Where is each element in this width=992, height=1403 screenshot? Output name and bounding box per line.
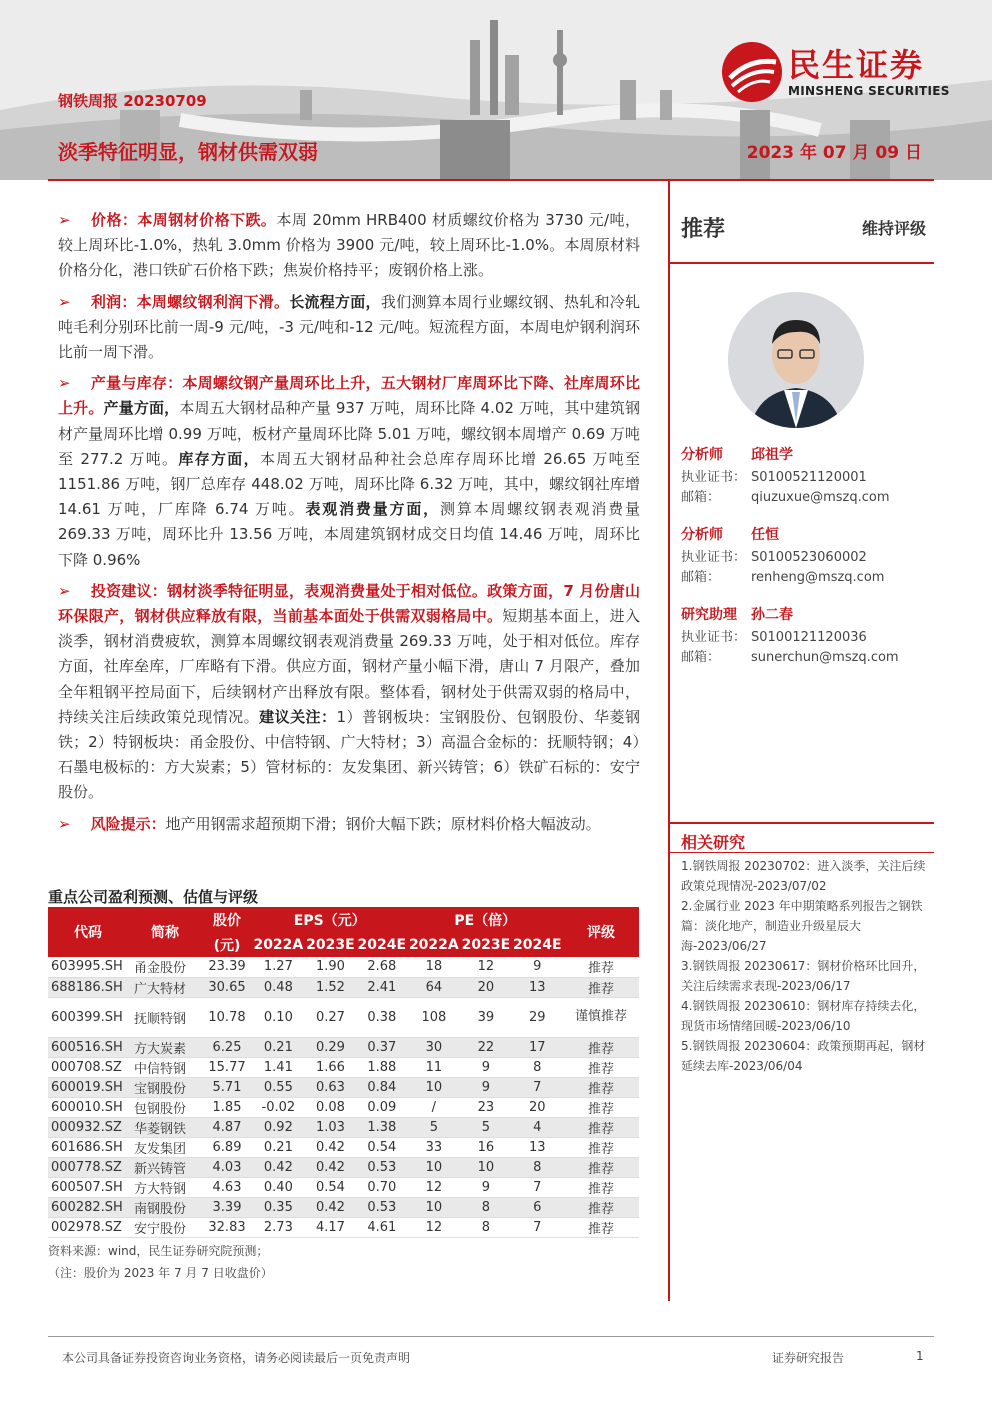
output-inventory-paragraph [58, 371, 640, 573]
table-cell: 推荐 [563, 1057, 639, 1077]
analyst-email-value[interactable]: qiuzuxue@mszq.com [751, 490, 890, 505]
table-cell: 002978.SZ [48, 1217, 128, 1237]
table-cell: 13 [512, 1137, 563, 1157]
table-cell: 10 [460, 1157, 511, 1177]
table-cell: 0.42 [305, 1197, 356, 1217]
table-cell: 000708.SZ [48, 1057, 128, 1077]
table-cell: 9 [460, 1057, 511, 1077]
logo-icon [720, 40, 784, 104]
table-row [48, 1137, 639, 1157]
footer-doc-type: 证券研究报告 [772, 1351, 845, 1365]
table-cell: 23.39 [202, 957, 252, 977]
logo-text-en: MINSHENG SECURITIES [788, 84, 950, 98]
header-eps: EPS（元） [252, 907, 407, 932]
table-cell: 600282.SH [48, 1197, 128, 1217]
table-cell: 16 [460, 1137, 511, 1157]
table-cell: 30.65 [202, 977, 252, 997]
table-cell: 6 [512, 1197, 563, 1217]
related-item[interactable]: 2.金属行业 2023 年中期策略系列报告之钢铁篇：淡化地产，制造业升级星辰大海-2023/06/27 [681, 899, 923, 953]
table-cell: 1.41 [252, 1057, 305, 1077]
table-cell: 2.68 [356, 957, 407, 977]
table-cell: -0.02 [252, 1097, 305, 1117]
summary-body [58, 208, 640, 843]
related-title: 相关研究 [681, 833, 746, 852]
bullet-arrow-icon: ➢ [58, 211, 71, 229]
output-text: 本周五大钢材品种产量 937 万吨，周环比降 4.02 万吨，其中建筑钢材产量周环比增 0.99 万吨，板材产量周环比降 5.01 万吨，螺纹钢本周增产 0.69 万吨至 277.2 万吨。 [58, 399, 640, 468]
risk-paragraph [58, 812, 640, 837]
report-type: 钢铁周报 20230709 [58, 92, 207, 110]
table-cell: 601686.SH [48, 1137, 128, 1157]
analyst-role: 研究助理 [681, 607, 737, 623]
table-cell: 12 [407, 1177, 460, 1197]
header-year: 2023E [460, 932, 511, 957]
table-cell: 广大特材 [128, 977, 202, 997]
table-cell: 5.71 [202, 1077, 252, 1097]
analyst-name: 任恒 [751, 527, 779, 543]
logo-text-cn: 民生证券 [788, 46, 925, 84]
table-cell: 5 [460, 1117, 511, 1137]
table-cell: 4 [512, 1117, 563, 1137]
table-cell: 12 [407, 1217, 460, 1237]
analyst-cert-value: S0100523060002 [751, 550, 867, 565]
table-cell: 0.48 [252, 977, 305, 997]
table-row [48, 957, 639, 977]
table-cell: 1.27 [252, 957, 305, 977]
table-cell: 000932.SZ [48, 1117, 128, 1137]
table-row [48, 1077, 639, 1097]
related-item[interactable]: 3.钢铁周报 20230617：钢材价格环比回升，关注后续需求表现-2023/06/17 [681, 959, 926, 993]
related-title-divider [670, 852, 934, 853]
table-cell: 11 [407, 1057, 460, 1077]
table-cell: 推荐 [563, 1037, 639, 1057]
table-cell: 新兴铸管 [128, 1157, 202, 1177]
table-cell: 4.63 [202, 1177, 252, 1197]
investment-text: 短期基本面上，进入淡季，钢材消费疲软，测算本周螺纹钢表观消费量 269.33 万吨，处于相对低位。库存方面，社库垒库，厂库略有下滑。供应方面，钢材产量小幅下滑，唐山 7 月限产，叠加全年粗钢平控局面下，后续钢材产出释放有限。整体看，钢材处于供需双弱的格局中，持续关注后续政策兑现情况。 [58, 607, 640, 726]
investment-paragraph [58, 579, 640, 806]
table-source: 资料来源：wind，民生证券研究院预测； [48, 1244, 269, 1258]
table-row [48, 997, 639, 1037]
table-note: （注：股价为 2023 年 7 月 7 日收盘价） [48, 1266, 273, 1280]
analyst-email-value[interactable]: sunerchun@mszq.com [751, 650, 899, 665]
header-banner [0, 0, 992, 180]
table-row [48, 1177, 639, 1197]
table-cell: 600507.SH [48, 1177, 128, 1197]
investment-heading: 投资建议：钢材淡季特征明显，表观消费量处于相对低位。政策方面，7 月份唐山环保限产，钢材供应释放有限，当前基本面处于供需双弱格局中。 [58, 581, 640, 626]
table-cell: 688186.SH [48, 977, 128, 997]
analyst-name: 孙二春 [751, 607, 793, 623]
table-cell: 30 [407, 1037, 460, 1057]
analyst-name: 邱祖学 [751, 447, 793, 463]
table-cell: 0.53 [356, 1157, 407, 1177]
table-cell: 8 [512, 1157, 563, 1177]
table-cell: 9 [512, 957, 563, 977]
table-cell: 7 [512, 1177, 563, 1197]
table-cell: 推荐 [563, 957, 639, 977]
table-cell: 0.37 [356, 1037, 407, 1057]
table-row [48, 1157, 639, 1177]
table-cell: 1.85 [202, 1097, 252, 1117]
header-name: 简称 [128, 907, 202, 957]
table-cell: 9 [460, 1177, 511, 1197]
table-row [48, 1117, 639, 1137]
profit-subheading: 长流程方面， [289, 292, 381, 311]
table-cell: 推荐 [563, 1097, 639, 1117]
table-cell: 33 [407, 1137, 460, 1157]
header-price: 股价 [202, 907, 252, 932]
table-cell: 0.63 [305, 1077, 356, 1097]
table-cell: 64 [407, 977, 460, 997]
minsheng-logo [720, 38, 970, 108]
analyst-role: 分析师 [681, 527, 723, 543]
table-cell: 20 [512, 1097, 563, 1117]
inventory-text: 本周五大钢材品种社会总库存周环比增 26.65 万吨至 1151.86 万吨，钢厂总库存 448.02 万吨，周环比降 6.32 万吨，其中，螺纹钢社库增 14.61 万吨，厂库降 6.74 万吨。 [58, 449, 640, 519]
table-cell: 000778.SZ [48, 1157, 128, 1177]
table-cell: 600010.SH [48, 1097, 128, 1117]
header-code: 代码 [48, 907, 128, 957]
table-cell: 10 [407, 1077, 460, 1097]
header-year: 2022A [407, 932, 460, 957]
risk-heading: 风险提示： [90, 814, 166, 833]
analyst-cert-value: S0100121120036 [751, 630, 867, 645]
table-cell: 0.10 [252, 997, 305, 1037]
table-cell: 0.42 [305, 1137, 356, 1157]
analyst-cert-label: 执业证书： [681, 550, 747, 565]
table-title: 重点公司盈利预测、估值与评级 [48, 888, 259, 906]
table-cell: 600019.SH [48, 1077, 128, 1097]
table-cell: 0.21 [252, 1137, 305, 1157]
table-cell: 2.41 [356, 977, 407, 997]
table-cell: 抚顺特钢 [128, 997, 202, 1037]
table-cell: 0.53 [356, 1197, 407, 1217]
table-cell: 0.70 [356, 1177, 407, 1197]
analyst-header [681, 444, 793, 464]
sidebar-divider [670, 262, 934, 264]
analyst-email-row [681, 646, 899, 665]
table-row [48, 1197, 639, 1217]
table-cell: 7 [512, 1217, 563, 1237]
rating-label: 推荐 [681, 217, 726, 242]
table-cell: 0.54 [356, 1137, 407, 1157]
table-cell: 3.39 [202, 1197, 252, 1217]
table-cell: 15.77 [202, 1057, 252, 1077]
table-cell: 4.17 [305, 1217, 356, 1237]
table-cell: 0.54 [305, 1177, 356, 1197]
profit-heading: 利润：本周螺纹钢利润下滑。 [90, 292, 290, 311]
table-cell: 0.40 [252, 1177, 305, 1197]
table-cell: 600399.SH [48, 997, 128, 1037]
table-cell: 中信特钢 [128, 1057, 202, 1077]
output-heading: 产量与库存：本周螺纹钢产量周环比上升，五大钢材厂库周环比下降、社库周环比上升。 [58, 374, 640, 418]
table-cell: 0.84 [356, 1077, 407, 1097]
header-divider [48, 179, 934, 181]
table-cell: / [407, 1097, 460, 1117]
table-cell: 17 [512, 1037, 563, 1057]
table-cell: 8 [512, 1057, 563, 1077]
table-cell: 0.09 [356, 1097, 407, 1117]
table-cell: 0.08 [305, 1097, 356, 1117]
table-cell: 32.83 [202, 1217, 252, 1237]
table-cell: 0.29 [305, 1037, 356, 1057]
inventory-subheading: 库存方面， [178, 449, 260, 468]
table-cell: 方大炭素 [128, 1037, 202, 1057]
related-research-list [681, 856, 931, 1076]
table-cell: 10 [407, 1157, 460, 1177]
table-cell: 12 [460, 957, 511, 977]
table-cell: 推荐 [563, 1197, 639, 1217]
table-cell: 22 [460, 1037, 511, 1057]
table-cell: 推荐 [563, 1177, 639, 1197]
analyst-cert-row [681, 546, 867, 565]
table-cell: 0.55 [252, 1077, 305, 1097]
price-paragraph [58, 208, 640, 284]
table-cell: 4.61 [356, 1217, 407, 1237]
table-cell: 5 [407, 1117, 460, 1137]
analyst-cert-label: 执业证书： [681, 470, 747, 485]
analyst-photo [728, 292, 864, 428]
header-year: 2022A [252, 932, 305, 957]
analyst-portrait-image [728, 292, 864, 428]
table-cell: 华菱钢铁 [128, 1117, 202, 1137]
column-divider [668, 181, 670, 1301]
table-cell: 4.03 [202, 1157, 252, 1177]
forecast-table [48, 907, 639, 1238]
table-cell: 20 [460, 977, 511, 997]
analyst-email-label: 邮箱： [681, 650, 721, 665]
table-cell: 13 [512, 977, 563, 997]
table-cell: 18 [407, 957, 460, 977]
rating-status: 维持评级 [861, 219, 926, 238]
table-cell: 0.27 [305, 997, 356, 1037]
table-cell: 推荐 [563, 1217, 639, 1237]
price-heading: 价格：本周钢材价格下跌。 [90, 211, 277, 229]
table-cell: 600516.SH [48, 1037, 128, 1057]
analyst-header [681, 604, 793, 624]
table-cell: 8 [460, 1217, 511, 1237]
suggestion-subheading: 建议关注： [259, 707, 337, 726]
table-cell: 8 [460, 1197, 511, 1217]
analyst-header [681, 524, 779, 544]
footer-disclaimer: 本公司具备证券投资咨询业务资格，请务必阅读最后一页免责声明 [62, 1351, 411, 1365]
analyst-email-row [681, 566, 884, 585]
bullet-arrow-icon: ➢ [58, 374, 71, 393]
analyst-role: 分析师 [681, 447, 723, 463]
table-cell: 包钢股份 [128, 1097, 202, 1117]
related-item[interactable]: 4.钢铁周报 20230610：钢材库存持续去化，现货市场情绪回暖-2023/06/10 [681, 999, 926, 1033]
table-cell: 0.42 [252, 1157, 305, 1177]
suggestion-text: 1）普钢板块：宝钢股份、包钢股份、华菱钢铁；2）特钢板块：甬金股份、中信特钢、广大特材；3）高温合金标的：抚顺特钢；4）石墨电极标的：方大炭素；5）管材标的：友发集团、新兴铸管；6）铁矿石标的：安宁股份。 [58, 707, 640, 802]
table-cell: 1.88 [356, 1057, 407, 1077]
table-row [48, 977, 639, 997]
analyst-email-label: 邮箱： [681, 490, 721, 505]
table-cell: 宝钢股份 [128, 1077, 202, 1097]
analyst-cert-row [681, 626, 867, 645]
analyst-cert-row [681, 466, 867, 485]
analyst-email-label: 邮箱： [681, 570, 721, 585]
table-cell: 9 [460, 1077, 511, 1097]
table-row [48, 1037, 639, 1057]
table-row [48, 1057, 639, 1077]
report-title: 淡季特征明显，钢材供需双弱 [58, 140, 318, 164]
table-cell: 10 [407, 1197, 460, 1217]
table-cell: 甬金股份 [128, 957, 202, 977]
table-cell: 推荐 [563, 1157, 639, 1177]
table-cell: 39 [460, 997, 511, 1037]
related-item[interactable]: 1.钢铁周报 20230702：进入淡季，关注后续政策兑现情况-2023/07/02 [681, 859, 926, 893]
table-cell: 1.90 [305, 957, 356, 977]
analyst-cert-value: S0100521120001 [751, 470, 867, 485]
table-cell: 推荐 [563, 1077, 639, 1097]
report-date: 2023 年 07 月 09 日 [746, 143, 922, 163]
header-year: 2024E [512, 932, 563, 957]
related-item[interactable]: 5.钢铁周报 20230604：政策预期再起，钢材延续去库-2023/06/04 [681, 1039, 926, 1073]
table-cell: 7 [512, 1077, 563, 1097]
consumption-subheading: 表观消费量方面， [305, 500, 440, 519]
table-row [48, 1097, 639, 1117]
table-cell: 0.35 [252, 1197, 305, 1217]
header-price-unit: (元) [202, 932, 252, 957]
table-cell: 推荐 [563, 1117, 639, 1137]
table-cell: 安宁股份 [128, 1217, 202, 1237]
analyst-email-row [681, 486, 890, 505]
header-year: 2023E [305, 932, 356, 957]
table-cell: 4.87 [202, 1117, 252, 1137]
header-rating: 评级 [563, 907, 639, 957]
table-cell: 6.25 [202, 1037, 252, 1057]
table-cell: 方大特钢 [128, 1177, 202, 1197]
table-cell: 29 [512, 997, 563, 1037]
bullet-arrow-icon: ➢ [58, 814, 71, 833]
table-cell: 1.38 [356, 1117, 407, 1137]
table-cell: 1.66 [305, 1057, 356, 1077]
bullet-arrow-icon: ➢ [58, 292, 71, 311]
price-text: 本周 20mm HRB400 材质螺纹价格为 3730 元/吨，较上周环比-1.0%，热轧 3.0mm 价格为 3900 元/吨，较上周环比-1.0%。本周原材料价格分化，港口铁矿石价格下跌；焦炭价格持平；废钢价格上涨。 [58, 211, 640, 280]
table-cell: 1.52 [305, 977, 356, 997]
table-cell: 10.78 [202, 997, 252, 1037]
output-subheading: 产量方面， [103, 399, 180, 418]
table-cell: 推荐 [563, 977, 639, 997]
header-pe: PE（倍） [407, 907, 563, 932]
table-cell: 603995.SH [48, 957, 128, 977]
footer-divider [48, 1336, 934, 1337]
table-cell: 南钢股份 [128, 1197, 202, 1217]
table-cell: 友发集团 [128, 1137, 202, 1157]
table-cell: 0.42 [305, 1157, 356, 1177]
analyst-cert-label: 执业证书： [681, 630, 747, 645]
table-cell: 推荐 [563, 1137, 639, 1157]
header-year: 2024E [356, 932, 407, 957]
analyst-email-value[interactable]: renheng@mszq.com [751, 570, 885, 585]
table-cell: 谨慎推荐 [563, 997, 639, 1037]
table-cell: 0.92 [252, 1117, 305, 1137]
profit-paragraph [58, 290, 640, 366]
table-cell: 23 [460, 1097, 511, 1117]
risk-text: 地产用钢需求超预期下滑；钢价大幅下跌；原材料价格大幅波动。 [165, 814, 601, 833]
table-cell: 0.21 [252, 1037, 305, 1057]
table-cell: 1.03 [305, 1117, 356, 1137]
table-cell: 0.38 [356, 997, 407, 1037]
table-cell: 2.73 [252, 1217, 305, 1237]
consumption-text: 测算本周螺纹钢表观消费量 269.33 万吨，周环比升 13.56 万吨，本周建筑钢材成交日均值 14.46 万吨，周环比下降 0.96% [58, 500, 640, 569]
table-cell: 6.89 [202, 1137, 252, 1157]
table-cell: 108 [407, 997, 460, 1037]
related-divider [670, 822, 934, 824]
table-row [48, 1217, 639, 1237]
profit-text: 我们测算本周行业螺纹钢、热轧和冷轧吨毛利分别环比前一周-9 元/吨，-3 元/吨和-12 元/吨。短流程方面，本周电炉钢利润环比前一周下滑。 [58, 292, 640, 362]
page-number: 1 [916, 1349, 924, 1363]
bullet-arrow-icon: ➢ [58, 581, 71, 600]
